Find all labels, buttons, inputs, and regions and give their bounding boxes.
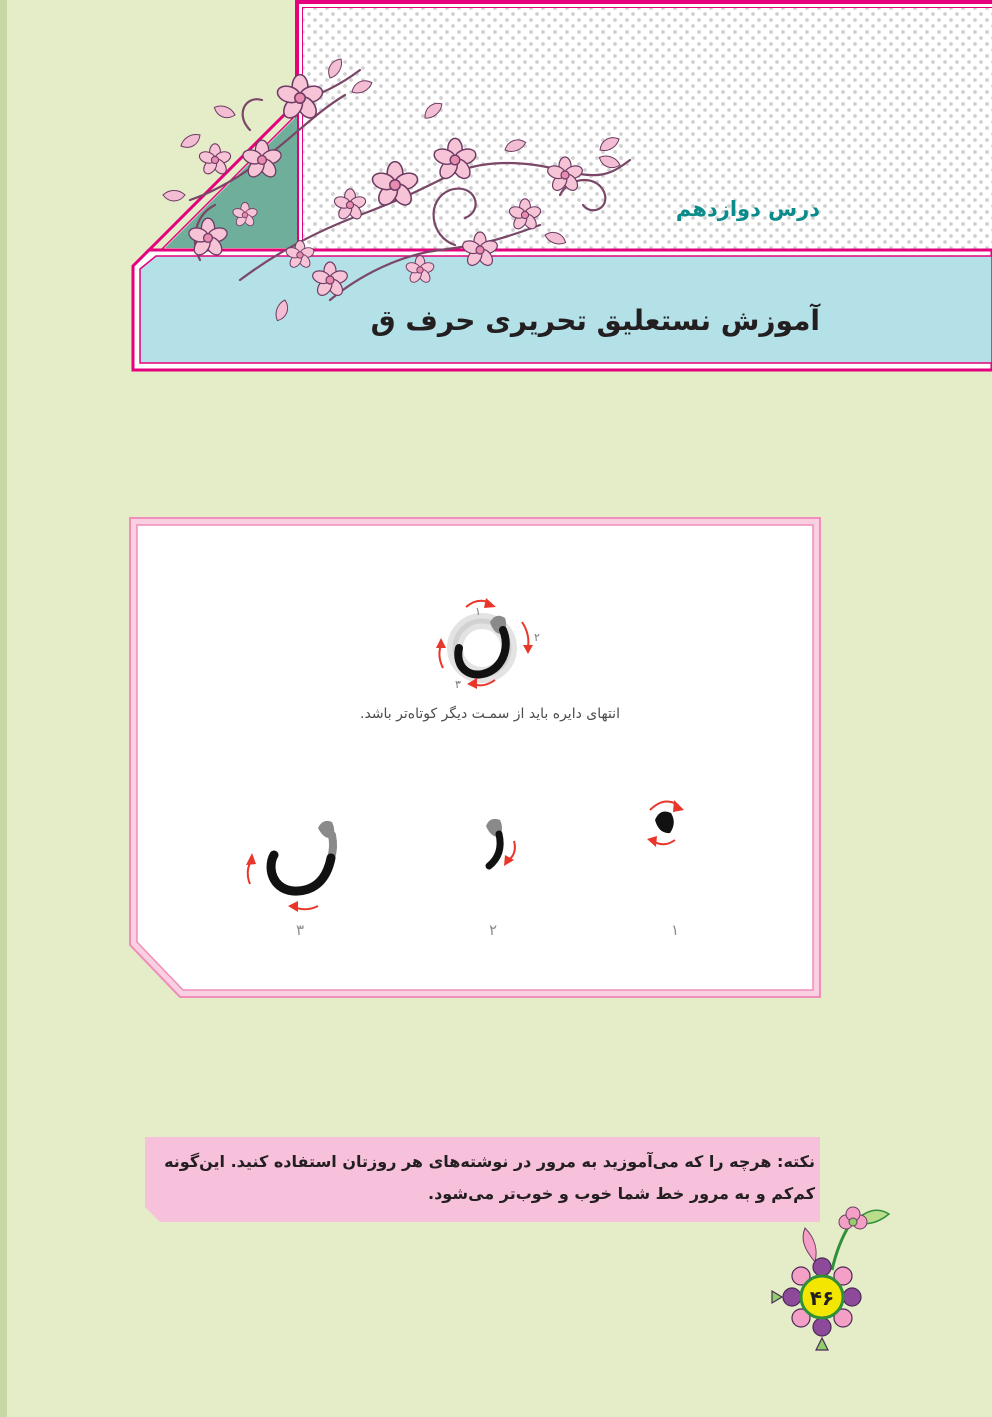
leaf <box>421 99 445 121</box>
exercise-box <box>130 518 820 997</box>
badge-stem <box>832 1224 850 1270</box>
flower <box>333 189 367 221</box>
leaf <box>349 77 373 96</box>
tendril <box>434 189 476 245</box>
note-prefix: نکته: <box>777 1152 815 1171</box>
page-title: آموزش نستعلیق تحریری حرف ق <box>370 304 820 337</box>
page-number: ۴۶ <box>809 1286 835 1310</box>
diagram-caption: انتهای دایره باید از سمـت دیگر کوتاه‌تر باشد. <box>360 706 620 722</box>
leaf <box>597 134 621 154</box>
flower <box>432 138 478 181</box>
leaf <box>325 56 345 80</box>
leaf <box>163 191 185 202</box>
note-line-1-text: هرچه را که می‌آموزید به مرور در نوشته‌های هر روزتان استفاده کنید. این‌گونه <box>164 1152 772 1171</box>
badge-leaf <box>803 1228 816 1262</box>
badge-top-flower <box>839 1207 867 1229</box>
note-line-2: کم‌کم و به مرور خط شما خوب و خوب‌تر می‌شود. <box>428 1184 815 1203</box>
leaf <box>503 137 527 154</box>
lesson-label: درس دوازدهم <box>675 197 820 221</box>
leaf <box>179 131 203 151</box>
note-line-1 <box>150 1146 815 1178</box>
step-number-1: ۱ <box>670 921 680 939</box>
diagram-label-1: ۱ <box>475 605 481 618</box>
note-text <box>150 1146 815 1210</box>
leaf <box>543 229 567 246</box>
tendril <box>243 99 262 130</box>
page-number-badge <box>772 1207 889 1350</box>
diagram-label-2: ۲ <box>534 631 540 644</box>
leaf <box>212 103 236 120</box>
step-number-2: ۲ <box>488 921 498 939</box>
diagram-label-3: ۳ <box>455 678 461 691</box>
step-number-3: ۳ <box>295 921 305 939</box>
exercise-box-panel <box>137 525 813 990</box>
